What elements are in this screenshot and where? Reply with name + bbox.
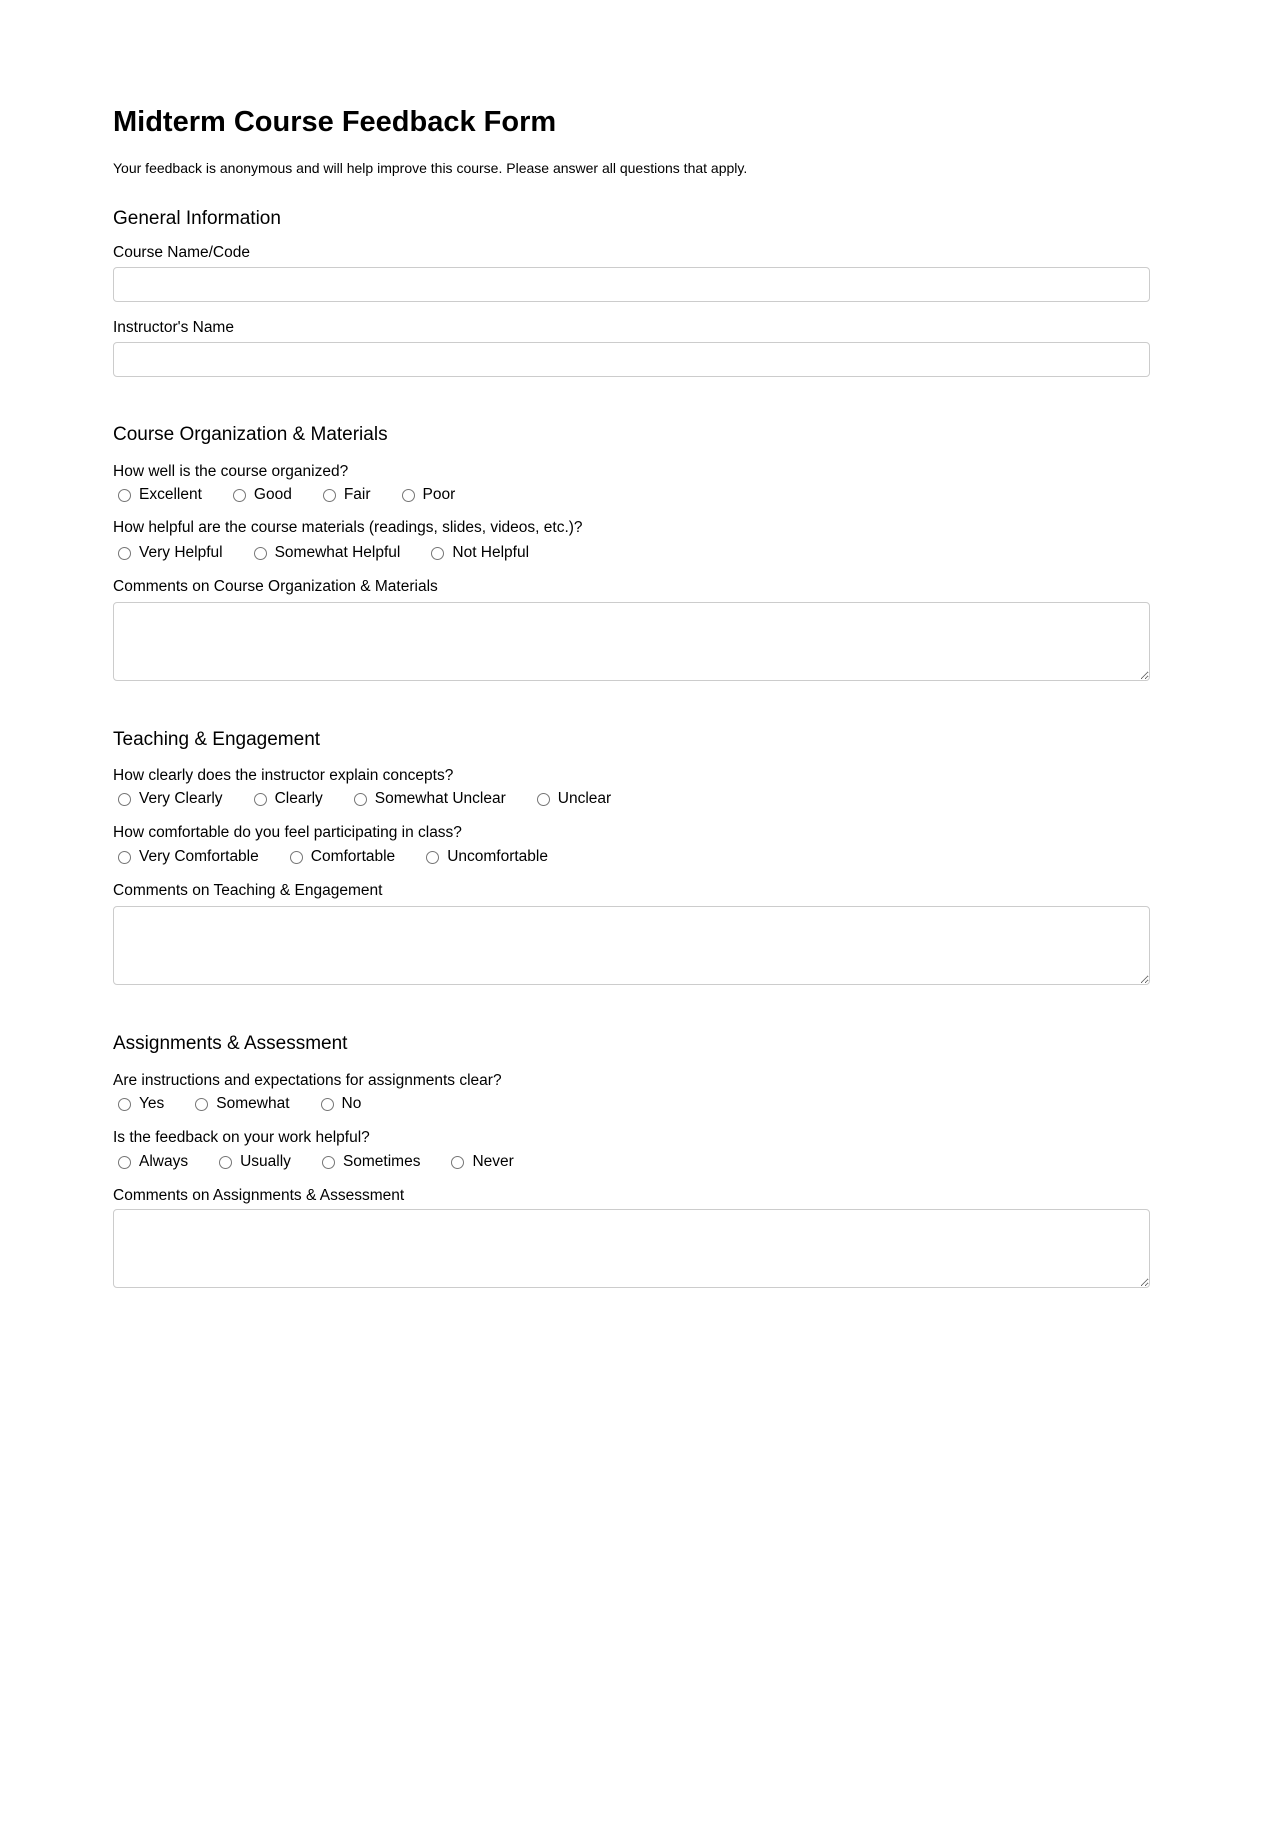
- option-always[interactable]: Always: [113, 1153, 188, 1171]
- option-good[interactable]: Good: [228, 486, 292, 504]
- option-sometimes[interactable]: Sometimes: [317, 1153, 421, 1171]
- radio-circle-icon[interactable]: [118, 547, 131, 560]
- radio-group-feedback-helpful: [113, 1152, 540, 1172]
- radio-circle-icon[interactable]: [118, 851, 131, 864]
- radio-circle-icon[interactable]: [254, 547, 267, 560]
- radio-circle-icon[interactable]: [118, 1098, 131, 1111]
- question-explain-concepts: How clearly does the instructor explain concepts?: [113, 767, 454, 784]
- option-excellent[interactable]: Excellent: [113, 486, 202, 504]
- option-fair[interactable]: Fair: [318, 486, 371, 504]
- comments-course-organization-label: Comments on Course Organization & Materials: [113, 578, 438, 595]
- radio-circle-icon[interactable]: [322, 1156, 335, 1169]
- radio-circle-icon[interactable]: [195, 1098, 208, 1111]
- comments-course-organization-textarea[interactable]: [113, 602, 1150, 681]
- comments-assignments-textarea[interactable]: [113, 1209, 1150, 1288]
- radio-circle-icon[interactable]: [290, 851, 303, 864]
- option-very-comfortable[interactable]: Very Comfortable: [113, 848, 259, 866]
- radio-circle-icon[interactable]: [219, 1156, 232, 1169]
- instructor-name-input[interactable]: [113, 342, 1150, 377]
- option-somewhat-unclear[interactable]: Somewhat Unclear: [349, 790, 506, 808]
- option-poor[interactable]: Poor: [397, 486, 456, 504]
- radio-circle-icon[interactable]: [254, 793, 267, 806]
- comments-teaching-textarea[interactable]: [113, 906, 1150, 985]
- radio-circle-icon[interactable]: [426, 851, 439, 864]
- radio-group-materials-helpful: [113, 543, 555, 563]
- question-feedback-helpful: Is the feedback on your work helpful?: [113, 1129, 370, 1146]
- form-description: Your feedback is anonymous and will help improve this course. Please answer all questions that apply.: [113, 160, 748, 176]
- radio-circle-icon[interactable]: [402, 489, 415, 502]
- option-uncomfortable[interactable]: Uncomfortable: [421, 848, 548, 866]
- radio-group-instructions-clear: [113, 1094, 387, 1114]
- option-somewhat-helpful[interactable]: Somewhat Helpful: [249, 544, 401, 562]
- option-clearly[interactable]: Clearly: [249, 790, 323, 808]
- question-participation-comfort: How comfortable do you feel participating in class?: [113, 824, 462, 841]
- radio-circle-icon[interactable]: [321, 1098, 334, 1111]
- section-heading-course-organization: Course Organization & Materials: [113, 424, 388, 445]
- radio-group-participation-comfort: [113, 847, 574, 867]
- comments-teaching-label: Comments on Teaching & Engagement: [113, 882, 383, 899]
- question-materials-helpful: How helpful are the course materials (readings, slides, videos, etc.)?: [113, 519, 583, 536]
- course-name-label: Course Name/Code: [113, 244, 250, 261]
- instructor-name-label: Instructor's Name: [113, 319, 234, 336]
- comments-assignments-label: Comments on Assignments & Assessment: [113, 1187, 405, 1204]
- question-course-organized: How well is the course organized?: [113, 463, 349, 480]
- radio-circle-icon[interactable]: [451, 1156, 464, 1169]
- option-unclear[interactable]: Unclear: [532, 790, 611, 808]
- radio-circle-icon[interactable]: [118, 793, 131, 806]
- page-title: Midterm Course Feedback Form: [113, 106, 557, 138]
- option-comfortable[interactable]: Comfortable: [285, 848, 395, 866]
- section-heading-teaching-engagement: Teaching & Engagement: [113, 729, 321, 750]
- radio-group-explain-concepts: [113, 789, 637, 809]
- radio-circle-icon[interactable]: [323, 489, 336, 502]
- question-instructions-clear: Are instructions and expectations for assignments clear?: [113, 1072, 502, 1089]
- section-heading-general-information: General Information: [113, 208, 281, 229]
- radio-circle-icon[interactable]: [354, 793, 367, 806]
- radio-circle-icon[interactable]: [118, 1156, 131, 1169]
- radio-circle-icon[interactable]: [118, 489, 131, 502]
- option-no[interactable]: No: [316, 1095, 362, 1113]
- option-very-helpful[interactable]: Very Helpful: [113, 544, 223, 562]
- radio-circle-icon[interactable]: [431, 547, 444, 560]
- option-never[interactable]: Never: [446, 1153, 513, 1171]
- option-somewhat[interactable]: Somewhat: [190, 1095, 289, 1113]
- radio-circle-icon[interactable]: [537, 793, 550, 806]
- course-name-input[interactable]: [113, 267, 1150, 302]
- section-heading-assignments-assessment: Assignments & Assessment: [113, 1033, 348, 1054]
- option-not-helpful[interactable]: Not Helpful: [426, 544, 529, 562]
- option-very-clearly[interactable]: Very Clearly: [113, 790, 223, 808]
- radio-circle-icon[interactable]: [233, 489, 246, 502]
- option-usually[interactable]: Usually: [214, 1153, 291, 1171]
- option-yes[interactable]: Yes: [113, 1095, 164, 1113]
- radio-group-course-organized: [113, 485, 481, 505]
